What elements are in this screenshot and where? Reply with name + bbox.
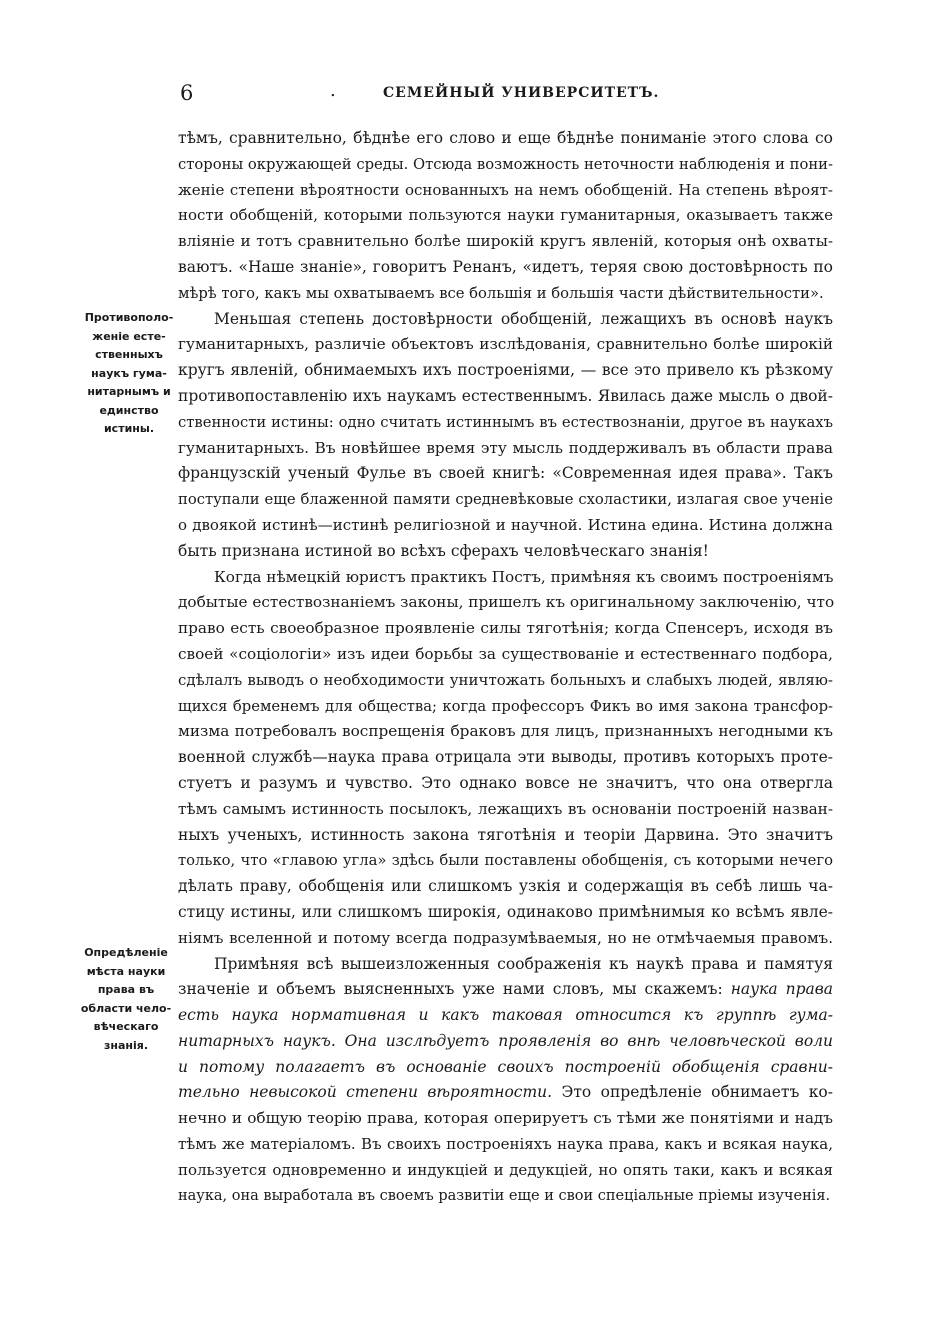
text-line: сдѣлалъ выводъ о необходимости уничтожать больныхъ и слабыхъ людей, являю- <box>178 670 833 689</box>
text-line: вліяніе и тотъ сравнительно болѣе широкій кругъ явленій, которыя онѣ охваты- <box>178 232 833 251</box>
text-line: противопоставленію ихъ наукамъ естественнымъ. Явилась даже мысль о двой- <box>178 386 833 405</box>
text-line: тѣмъ же матеріаломъ. Въ своихъ построеніяхъ наука права, какъ и всякая наука, <box>178 1135 833 1154</box>
text-line: наука, она выработала въ своемъ развитіи еще и свои спеціальные пріемы изученія. <box>178 1187 831 1204</box>
text-line: Примѣняя всѣ вышеизложенныя соображенія къ наукѣ права и памятуя <box>214 954 833 973</box>
text-line: быть признана истиной во всѣхъ сферахъ человѣческаго знанія! <box>178 541 709 560</box>
margin-note-opposition-of-sciences <box>79 309 179 439</box>
margin-note-place-of-law <box>76 944 176 1055</box>
text-line: нечно и общую теорію права, которая оперируетъ съ тѣми же понятіями и надъ <box>178 1109 833 1128</box>
margin-note-line: ственныхъ <box>95 348 163 361</box>
margin-note-line: Опредѣленіе <box>84 946 168 959</box>
text-line: право есть своеобразное проявленіе силы тяготѣнія; когда Спенсеръ, исходя въ <box>178 619 833 638</box>
text-line: женіе степени вѣроятности основанныхъ на немъ обобщеній. На степень вѣроят- <box>178 180 833 199</box>
text-line: о двоякой истинѣ—истинѣ религіозной и научной. Истина едина. Истина должна <box>178 515 833 534</box>
italic-definition-run: наука права <box>730 980 834 999</box>
running-title: СЕМЕЙНЫЙ УНИВЕРСИТЕТЪ. <box>383 85 660 101</box>
text-line: ности обобщеній, которыми пользуются науки гуманитарныя, оказываетъ также <box>178 206 833 225</box>
margin-note-line: права въ <box>97 983 155 996</box>
body-text <box>178 126 833 1209</box>
header-dot: . <box>330 80 336 101</box>
text-run: Это опредѣленіе обнимаетъ ко- <box>561 1083 833 1102</box>
italic-definition-line: нитарныхъ наукъ. Она изслѣдуетъ проявленія во внѣ человѣческой воли <box>178 1031 833 1050</box>
italic-definition-line: есть наука нормативная и какъ таковая относится къ группѣ гума- <box>178 1006 833 1025</box>
text-line: гуманитарныхъ, различіе объектовъ изслѣдованія, сравнительно болѣе широкій <box>178 335 833 354</box>
text-line: добытые естествознаніемъ законы, пришелъ къ оригинальному заключенію, что <box>178 593 835 612</box>
text-line: ніямъ вселенной и потому всегда подразумѣваемыя, но не отмѣчаемыя правомъ. <box>178 928 833 947</box>
text-line: военной службѣ—наука права отрицала эти выводы, противъ которыхъ проте- <box>178 748 833 767</box>
text-run: значеніе и объемъ выясненныхъ уже нами словъ, мы скажемъ: <box>178 980 723 999</box>
text-line: стицу истины, или слишкомъ широкія, одинаково примѣнимыя ко всѣмъ явле- <box>178 902 833 921</box>
text-line: стуетъ и разумъ и чувство. Это однако вовсе не значитъ, что она отвергла <box>178 773 833 792</box>
text-line: своей «соціологіи» изъ идеи борьбы за существованіе и естественнаго подбора, <box>178 644 833 663</box>
text-line: ваютъ. «Наше знаніе», говоритъ Ренанъ, «идетъ, теряя свою достовѣрность по <box>178 257 833 276</box>
text-line: мѣрѣ того, какъ мы охватываемъ все большія и большія части дѣйствительности». <box>178 284 824 302</box>
text-line-mixed <box>178 977 833 1003</box>
text-line: поступали еще блаженной памяти средневѣковые схоластики, излагая свое ученіе <box>178 491 833 509</box>
margin-note-line: области чело- <box>80 1001 172 1015</box>
text-line: гуманитарныхъ. Въ новѣйшее время эту мысль поддерживалъ въ области права <box>178 438 833 457</box>
text-line: дѣлать праву, обобщенія или слишкомъ узкія и содержащія въ себѣ лишь ча- <box>178 877 833 896</box>
text-line: ныхъ ученыхъ, истинность закона тяготѣнія и теоріи Дарвина. Это значитъ <box>178 825 833 844</box>
text-line: кругъ явленій, обнимаемыхъ ихъ построеніями, — все это привело къ рѣзкому <box>178 361 833 380</box>
text-line: пользуется одновременно и индукціей и дедукціей, но опять таки, какъ и всякая <box>178 1160 833 1179</box>
text-line: французскій ученый Фулье въ своей книгѣ: «Современная идея права». Такъ <box>178 464 833 483</box>
margin-note-line: наукъ гума- <box>91 366 167 380</box>
text-line: Меньшая степень достовѣрности обобщеній, лежащихъ въ основѣ наукъ <box>214 309 833 328</box>
text-line-mixed <box>178 1080 833 1106</box>
margin-note-line: нитарнымъ и <box>87 385 171 398</box>
italic-definition-run: тельно невысокой степени вѣроятности. <box>178 1083 553 1102</box>
text-line: Когда нѣмецкій юристъ практикъ Постъ, примѣняя къ своимъ построеніямъ <box>214 567 834 586</box>
text-line: только, что «главою угла» здѣсь были поставлены обобщенія, съ которыми нечего <box>178 852 833 870</box>
margin-note-line: женіе есте- <box>92 329 166 343</box>
text-line: мизма потребовалъ воспрещенія браковъ для лицъ, признанныхъ негодными къ <box>178 722 833 741</box>
page-header <box>180 78 830 108</box>
margin-note-line: единство <box>99 403 159 417</box>
margin-note-line: истины. <box>103 422 155 435</box>
italic-definition-line: и потому полагаетъ въ основаніе своихъ построеній обобщенія сравни- <box>178 1057 833 1076</box>
margin-note-line: мѣста науки <box>86 964 166 978</box>
text-line: ственности истины: одно считать истиннымъ въ естествознаніи, другое въ наукахъ <box>178 413 833 431</box>
text-line: щихся бременемъ для общества; когда профессоръ Фикъ во имя закона трансфор- <box>178 697 833 715</box>
text-line: стороны окружающей среды. Отсюда возможность неточности наблюденія и пони- <box>178 155 833 173</box>
margin-note-line: вѣческаго <box>93 1020 159 1033</box>
page-number: 6 <box>180 81 194 105</box>
text-line: тѣмъ, сравнительно, бѣднѣе его слово и еще бѣднѣе пониманіе этого слова со <box>178 129 833 147</box>
margin-note-line: знанія. <box>103 1038 149 1052</box>
text-line: тѣмъ самымъ истинность посылокъ, лежащихъ въ основаніи построеній назван- <box>178 799 833 818</box>
margin-note-line: Противополо- <box>84 311 174 324</box>
